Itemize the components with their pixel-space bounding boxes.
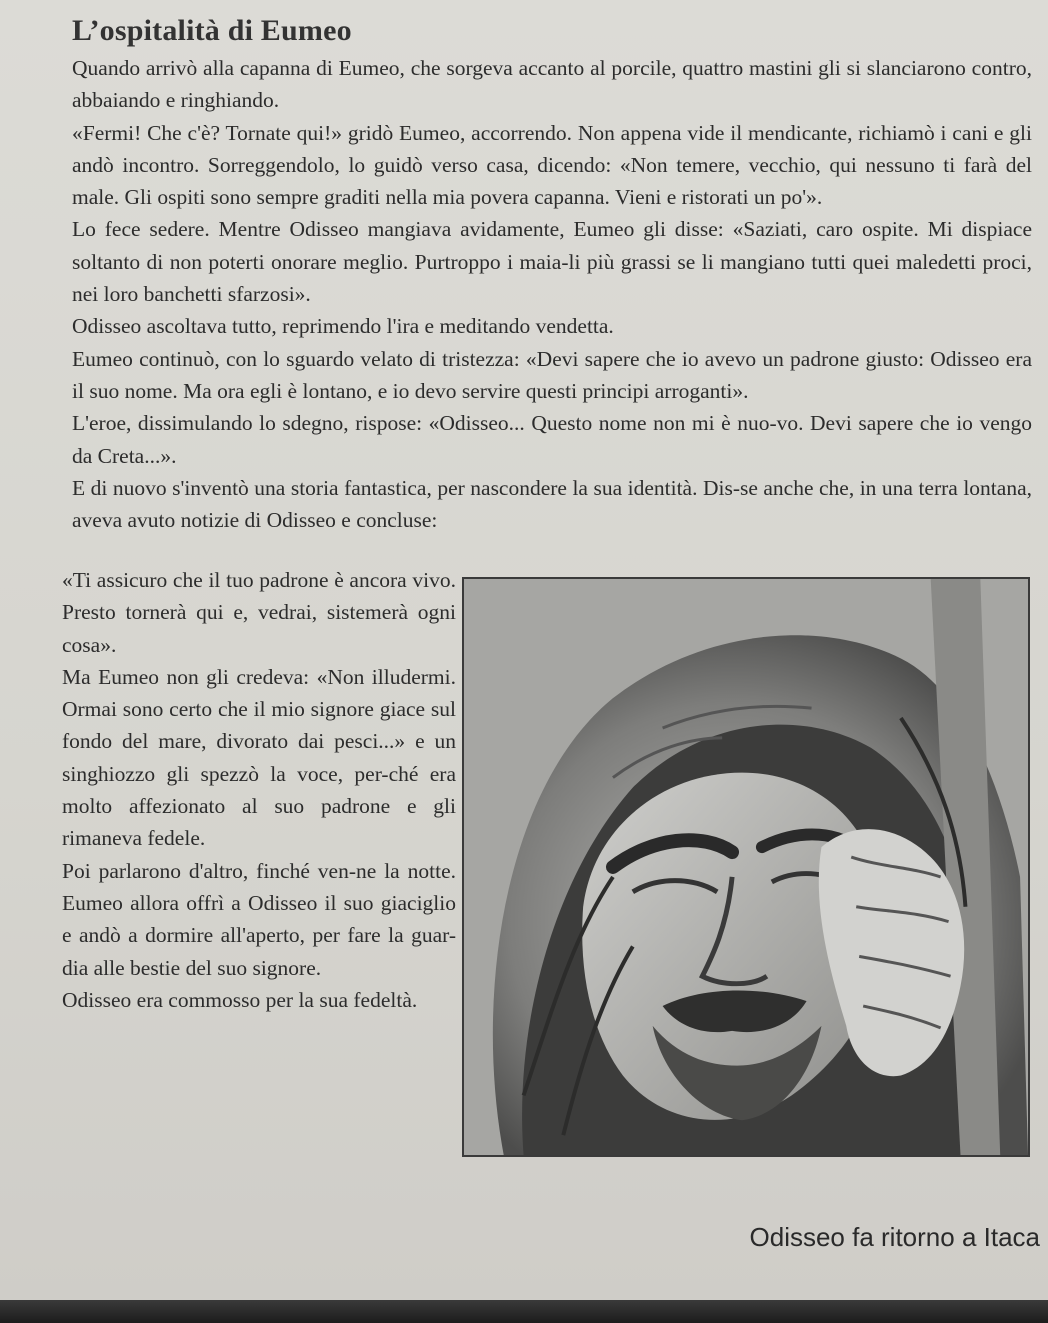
page-bottom-edge bbox=[0, 1300, 1048, 1323]
illustration-caption: Odisseo fa ritorno a Itaca bbox=[749, 1222, 1040, 1252]
chapter-title: L’ospitalità di Eumeo bbox=[72, 14, 352, 47]
paragraph: Odisseo ascoltava tutto, reprimendo l'ira e meditando vendetta. bbox=[72, 314, 614, 339]
hooded-man-illustration bbox=[462, 577, 1030, 1157]
paragraph: «Ti assicuro che il tuo padrone è ancora vivo. Presto tornerà qui e, vedrai, sistemerà ogni cosa». bbox=[62, 568, 456, 657]
text-left-column bbox=[62, 564, 456, 1016]
paragraph: Poi parlarono d'altro, finché ven-ne la notte. Eumeo allora offrì a Odisseo il suo giaciglio e andò a dormire all'aperto, per fare la guar-dia alle bestie del suo signore. bbox=[62, 858, 456, 980]
illustration-drawing bbox=[464, 579, 1028, 1155]
paragraph: Eumeo continuò, con lo sguardo velato di tristezza: «Devi sapere che io avevo un padrone giusto: Odisseo era il suo nome. Ma ora egli è lontano, e io devo servire questi principi arroganti». bbox=[72, 346, 1032, 403]
paragraph: E di nuovo s'inventò una storia fantastica, per nascondere la sua identità. Dis-se anche che, in una terra lontana, aveva avuto notizie di Odisseo e concluse: bbox=[72, 475, 1032, 533]
paragraph: Lo fece sedere. Mentre Odisseo mangiava avidamente, Eumeo gli disse: «Saziati, caro ospite. Mi dispiace soltanto di non poterti onorare meglio. Purtroppo i maia-li più grassi se li mangiano tutti quei maledetti proci, nei loro banchetti sfarzosi». bbox=[72, 217, 1032, 307]
paragraph: «Fermi! Che c'è? Tornate qui!» gridò Eumeo, accorrendo. Non appena vide il mendicante, richiamò i cani e gli andò incontro. Sorreggendolo, lo guidò verso casa, dicendo: «Non temere, vecchio, qui nessuno ti farà del male. Gli ospiti sono sempre graditi nella mia povera capanna. Vieni e ristorati un po'». bbox=[72, 120, 1032, 210]
paragraph: Odisseo era commosso per la sua fedeltà. bbox=[62, 987, 418, 1012]
text-full-width bbox=[72, 52, 1032, 536]
paragraph: Quando arrivò alla capanna di Eumeo, che sorgeva accanto al porcile, quattro mastini gli si slanciarono contro, abbaiando e ringhiando. bbox=[72, 56, 1032, 113]
paragraph: Ma Eumeo non gli credeva: «Non illudermi. Ormai sono certo che il mio signore giace sul fondo del mare, divorato dai pesci...» e un singhiozzo gli spezzò la voce, per-ché era molto affezionato al suo padrone e gli rimaneva fedele. bbox=[62, 664, 456, 851]
paragraph: L'eroe, dissimulando lo sdegno, rispose: «Odisseo... Questo nome non mi è nuo-vo. Devi sapere che io vengo da Creta...». bbox=[72, 411, 1032, 468]
